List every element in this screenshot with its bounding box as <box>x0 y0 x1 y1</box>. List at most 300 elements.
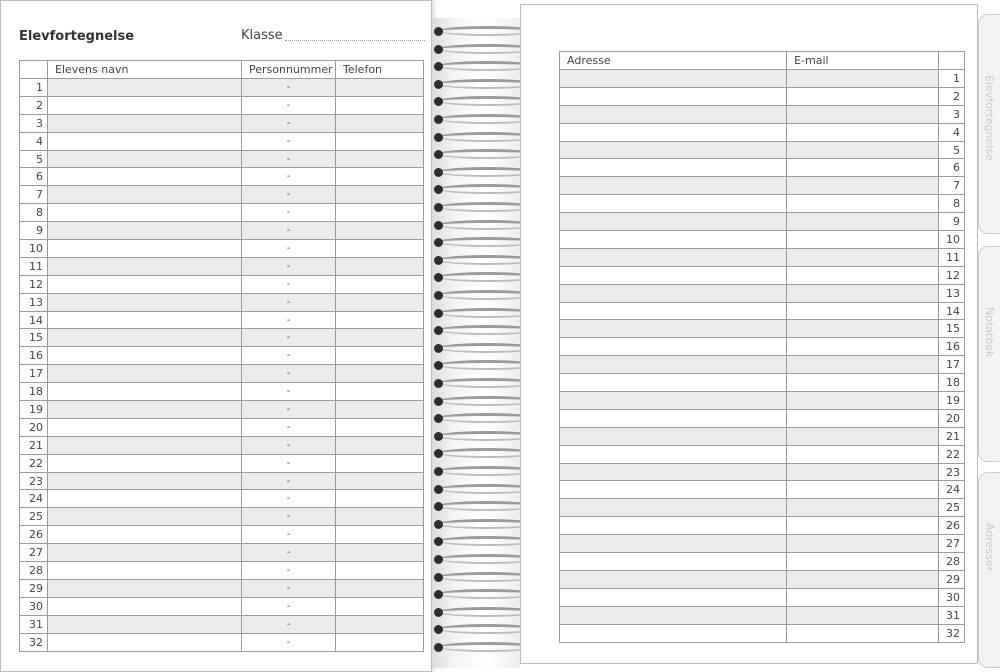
punch-hole <box>434 27 443 36</box>
right-sheet <box>520 4 978 664</box>
punch-hole <box>434 45 443 54</box>
tab-label: Adresser <box>983 523 996 572</box>
telefon-cell[interactable] <box>336 472 424 490</box>
row-number: 17 <box>20 365 48 383</box>
email-cell[interactable] <box>787 320 939 338</box>
telefon-cell[interactable] <box>336 329 424 347</box>
telefon-cell[interactable] <box>336 454 424 472</box>
email-cell[interactable] <box>787 392 939 410</box>
email-cell[interactable] <box>787 374 939 392</box>
telefon-cell[interactable] <box>336 168 424 186</box>
row-number: 1 <box>939 70 965 88</box>
table-row <box>560 87 965 105</box>
row-number: 32 <box>20 633 48 651</box>
telefon-cell[interactable] <box>336 401 424 419</box>
punch-hole <box>434 397 443 406</box>
adresse-cell[interactable] <box>560 392 787 410</box>
email-cell[interactable] <box>787 570 939 588</box>
telefon-cell[interactable] <box>336 526 424 544</box>
row-number: 13 <box>939 284 965 302</box>
table-row <box>20 544 424 562</box>
telefon-cell[interactable] <box>336 544 424 562</box>
email-cell[interactable] <box>787 213 939 231</box>
email-cell[interactable] <box>787 535 939 553</box>
number-header <box>20 61 48 79</box>
name-cell[interactable] <box>48 544 242 562</box>
email-cell[interactable] <box>787 427 939 445</box>
table-row <box>560 356 965 374</box>
personnummer-cell[interactable]: - <box>242 615 336 633</box>
punch-hole <box>434 625 443 634</box>
table-row <box>20 490 424 508</box>
row-number: 28 <box>20 562 48 580</box>
punch-hole <box>434 432 443 441</box>
row-number: 27 <box>20 544 48 562</box>
adresse-cell[interactable] <box>560 231 787 249</box>
name-cell[interactable] <box>48 168 242 186</box>
row-number: 1 <box>20 79 48 97</box>
row-number: 6 <box>20 168 48 186</box>
adresse-cell[interactable] <box>560 517 787 535</box>
punch-hole <box>434 150 443 159</box>
telefon-cell[interactable] <box>336 96 424 114</box>
name-cell[interactable] <box>48 454 242 472</box>
row-number: 11 <box>939 248 965 266</box>
punch-hole <box>434 115 443 124</box>
email-cell[interactable] <box>787 231 939 249</box>
name-cell[interactable] <box>48 526 242 544</box>
name-cell[interactable] <box>48 508 242 526</box>
row-number: 24 <box>939 481 965 499</box>
table-row <box>560 463 965 481</box>
email-cell[interactable] <box>787 195 939 213</box>
table-row <box>20 526 424 544</box>
email-cell[interactable] <box>787 356 939 374</box>
row-number: 3 <box>20 114 48 132</box>
table-row <box>560 535 965 553</box>
table-row <box>560 231 965 249</box>
table-row <box>20 508 424 526</box>
adresse-cell[interactable] <box>560 70 787 88</box>
name-cell[interactable] <box>48 615 242 633</box>
punch-hole <box>434 62 443 71</box>
personnummer-cell[interactable]: - <box>242 436 336 454</box>
personnummer-cell[interactable]: - <box>242 257 336 275</box>
table-row <box>560 445 965 463</box>
adresse-cell[interactable] <box>560 123 787 141</box>
table-row <box>20 562 424 580</box>
row-number: 26 <box>20 526 48 544</box>
row-number: 22 <box>20 454 48 472</box>
table-row <box>560 553 965 571</box>
table-row <box>20 150 424 168</box>
table-row <box>20 204 424 222</box>
telefon-cell[interactable] <box>336 240 424 258</box>
table-row <box>20 436 424 454</box>
adresse-cell[interactable] <box>560 105 787 123</box>
name-cell[interactable] <box>48 436 242 454</box>
personnummer-cell[interactable]: - <box>242 597 336 615</box>
telefon-header: Telefon <box>336 61 424 79</box>
adresse-cell[interactable] <box>560 338 787 356</box>
telefon-cell[interactable] <box>336 222 424 240</box>
personnummer-cell[interactable]: - <box>242 544 336 562</box>
email-cell[interactable] <box>787 266 939 284</box>
email-cell[interactable] <box>787 87 939 105</box>
row-number: 23 <box>20 472 48 490</box>
personnummer-cell[interactable]: - <box>242 490 336 508</box>
name-cell[interactable] <box>48 293 242 311</box>
table-row <box>20 240 424 258</box>
adresse-header: Adresse <box>560 52 787 70</box>
address-table <box>559 51 965 643</box>
name-cell[interactable] <box>48 311 242 329</box>
personnummer-cell[interactable]: - <box>242 562 336 580</box>
personnummer-cell[interactable]: - <box>242 401 336 419</box>
personnummer-cell[interactable]: - <box>242 204 336 222</box>
table-row <box>20 79 424 97</box>
row-number: 7 <box>939 177 965 195</box>
adresse-cell[interactable] <box>560 588 787 606</box>
name-cell[interactable] <box>48 329 242 347</box>
row-number: 2 <box>20 96 48 114</box>
punch-hole <box>434 608 443 617</box>
punch-hole <box>434 203 443 212</box>
adresse-cell[interactable] <box>560 356 787 374</box>
row-number: 23 <box>939 463 965 481</box>
email-cell[interactable] <box>787 70 939 88</box>
adresse-cell[interactable] <box>560 248 787 266</box>
personnummer-cell[interactable]: - <box>242 222 336 240</box>
row-number: 29 <box>939 570 965 588</box>
personnummer-header: Personnummer <box>242 61 336 79</box>
table-row <box>20 114 424 132</box>
table-row <box>560 159 965 177</box>
personnummer-cell[interactable]: - <box>242 293 336 311</box>
telefon-cell[interactable] <box>336 633 424 651</box>
row-number: 6 <box>939 159 965 177</box>
klasse-label: Klasse <box>241 28 283 43</box>
email-cell[interactable] <box>787 284 939 302</box>
right-page <box>520 0 1000 672</box>
personnummer-cell[interactable]: - <box>242 132 336 150</box>
name-cell[interactable] <box>48 347 242 365</box>
name-cell[interactable] <box>48 472 242 490</box>
name-cell[interactable] <box>48 132 242 150</box>
row-number: 2 <box>939 87 965 105</box>
telefon-cell[interactable] <box>336 114 424 132</box>
row-number: 19 <box>20 401 48 419</box>
email-cell[interactable] <box>787 105 939 123</box>
adresse-cell[interactable] <box>560 195 787 213</box>
name-cell[interactable] <box>48 579 242 597</box>
email-cell[interactable] <box>787 499 939 517</box>
adresse-cell[interactable] <box>560 535 787 553</box>
email-cell[interactable] <box>787 624 939 642</box>
telefon-cell[interactable] <box>336 490 424 508</box>
adresse-cell[interactable] <box>560 87 787 105</box>
table-row <box>560 374 965 392</box>
personnummer-cell[interactable]: - <box>242 240 336 258</box>
email-cell[interactable] <box>787 338 939 356</box>
name-cell[interactable] <box>48 383 242 401</box>
punch-hole <box>434 467 443 476</box>
adresse-cell[interactable] <box>560 570 787 588</box>
row-number: 30 <box>939 588 965 606</box>
email-cell[interactable] <box>787 606 939 624</box>
personnummer-cell[interactable]: - <box>242 79 336 97</box>
telefon-cell[interactable] <box>336 597 424 615</box>
name-cell[interactable] <box>48 257 242 275</box>
table-row <box>20 579 424 597</box>
personnummer-cell[interactable]: - <box>242 347 336 365</box>
table-row <box>20 275 424 293</box>
table-row <box>20 329 424 347</box>
klasse-field[interactable] <box>285 40 425 41</box>
email-cell[interactable] <box>787 517 939 535</box>
email-cell[interactable] <box>787 588 939 606</box>
telefon-cell[interactable] <box>336 383 424 401</box>
punch-hole <box>434 97 443 106</box>
personnummer-cell[interactable]: - <box>242 311 336 329</box>
punch-hole <box>434 273 443 282</box>
personnummer-cell[interactable]: - <box>242 383 336 401</box>
telefon-cell[interactable] <box>336 257 424 275</box>
table-row <box>20 257 424 275</box>
table-row <box>560 606 965 624</box>
punch-hole <box>434 291 443 300</box>
adresse-cell[interactable] <box>560 499 787 517</box>
adresse-cell[interactable] <box>560 159 787 177</box>
personnummer-cell[interactable]: - <box>242 633 336 651</box>
telefon-cell[interactable] <box>336 79 424 97</box>
table-row <box>560 427 965 445</box>
row-number: 13 <box>20 293 48 311</box>
name-header: Elevens navn <box>48 61 242 79</box>
personnummer-cell[interactable]: - <box>242 96 336 114</box>
email-cell[interactable] <box>787 141 939 159</box>
telefon-cell[interactable] <box>336 418 424 436</box>
punch-hole <box>434 449 443 458</box>
row-number: 22 <box>939 445 965 463</box>
email-cell[interactable] <box>787 177 939 195</box>
telefon-cell[interactable] <box>336 562 424 580</box>
telefon-cell[interactable] <box>336 311 424 329</box>
punch-hole <box>434 256 443 265</box>
punch-hole <box>434 133 443 142</box>
name-cell[interactable] <box>48 275 242 293</box>
row-number: 25 <box>939 499 965 517</box>
punch-hole <box>434 221 443 230</box>
table-row <box>20 222 424 240</box>
telefon-cell[interactable] <box>336 365 424 383</box>
row-number: 4 <box>20 132 48 150</box>
row-number: 14 <box>939 302 965 320</box>
personnummer-cell[interactable]: - <box>242 329 336 347</box>
name-cell[interactable] <box>48 418 242 436</box>
row-number: 26 <box>939 517 965 535</box>
email-cell[interactable] <box>787 463 939 481</box>
adresse-cell[interactable] <box>560 177 787 195</box>
personnummer-cell[interactable]: - <box>242 168 336 186</box>
punch-hole <box>434 643 443 652</box>
adresse-cell[interactable] <box>560 606 787 624</box>
table-row <box>560 624 965 642</box>
row-number: 12 <box>939 266 965 284</box>
row-number: 3 <box>939 105 965 123</box>
email-header: E-mail <box>787 52 939 70</box>
row-number: 20 <box>20 418 48 436</box>
email-cell[interactable] <box>787 123 939 141</box>
row-number: 32 <box>939 624 965 642</box>
email-cell[interactable] <box>787 409 939 427</box>
telefon-cell[interactable] <box>336 275 424 293</box>
table-row <box>560 481 965 499</box>
table-row <box>560 105 965 123</box>
row-number: 19 <box>939 392 965 410</box>
adresse-cell[interactable] <box>560 427 787 445</box>
adresse-cell[interactable] <box>560 213 787 231</box>
table-row <box>20 186 424 204</box>
tab-notatbok[interactable] <box>978 246 1000 462</box>
name-cell[interactable] <box>48 150 242 168</box>
adresse-cell[interactable] <box>560 624 787 642</box>
table-row <box>20 311 424 329</box>
name-cell[interactable] <box>48 222 242 240</box>
adresse-cell[interactable] <box>560 141 787 159</box>
row-number: 18 <box>20 383 48 401</box>
row-number: 9 <box>20 222 48 240</box>
student-table <box>19 60 424 652</box>
name-cell[interactable] <box>48 633 242 651</box>
table-row <box>560 123 965 141</box>
email-cell[interactable] <box>787 159 939 177</box>
tab-label: Elevfortegnelse <box>983 75 996 161</box>
row-number: 4 <box>939 123 965 141</box>
email-cell[interactable] <box>787 445 939 463</box>
personnummer-cell[interactable]: - <box>242 418 336 436</box>
email-cell[interactable] <box>787 248 939 266</box>
row-number: 16 <box>939 338 965 356</box>
personnummer-cell[interactable]: - <box>242 186 336 204</box>
name-cell[interactable] <box>48 401 242 419</box>
punch-hole <box>434 361 443 370</box>
telefon-cell[interactable] <box>336 508 424 526</box>
adresse-cell[interactable] <box>560 409 787 427</box>
punch-hole <box>434 485 443 494</box>
name-cell[interactable] <box>48 79 242 97</box>
row-number: 24 <box>20 490 48 508</box>
personnummer-cell[interactable]: - <box>242 114 336 132</box>
personnummer-cell[interactable]: - <box>242 472 336 490</box>
name-cell[interactable] <box>48 114 242 132</box>
telefon-cell[interactable] <box>336 615 424 633</box>
adresse-cell[interactable] <box>560 284 787 302</box>
name-cell[interactable] <box>48 490 242 508</box>
adresse-cell[interactable] <box>560 374 787 392</box>
name-cell[interactable] <box>48 186 242 204</box>
row-number: 18 <box>939 374 965 392</box>
punch-hole <box>434 168 443 177</box>
telefon-cell[interactable] <box>336 347 424 365</box>
row-number: 21 <box>20 436 48 454</box>
table-row <box>20 96 424 114</box>
table-row <box>560 570 965 588</box>
personnummer-cell[interactable]: - <box>242 579 336 597</box>
tab-label: Notatbok <box>983 307 996 358</box>
telefon-cell[interactable] <box>336 436 424 454</box>
punch-hole <box>434 573 443 582</box>
name-cell[interactable] <box>48 597 242 615</box>
telefon-cell[interactable] <box>336 293 424 311</box>
name-cell[interactable] <box>48 562 242 580</box>
adresse-cell[interactable] <box>560 302 787 320</box>
name-cell[interactable] <box>48 204 242 222</box>
name-cell[interactable] <box>48 240 242 258</box>
email-cell[interactable] <box>787 553 939 571</box>
table-row <box>20 132 424 150</box>
row-number: 29 <box>20 579 48 597</box>
table-row <box>560 499 965 517</box>
table-row <box>560 195 965 213</box>
email-cell[interactable] <box>787 302 939 320</box>
personnummer-cell[interactable]: - <box>242 150 336 168</box>
table-row <box>560 248 965 266</box>
personnummer-cell[interactable]: - <box>242 526 336 544</box>
row-number: 15 <box>939 320 965 338</box>
personnummer-cell[interactable]: - <box>242 454 336 472</box>
personnummer-cell[interactable]: - <box>242 508 336 526</box>
adresse-cell[interactable] <box>560 463 787 481</box>
telefon-cell[interactable] <box>336 150 424 168</box>
adresse-cell[interactable] <box>560 266 787 284</box>
row-number: 25 <box>20 508 48 526</box>
personnummer-cell[interactable]: - <box>242 275 336 293</box>
tab-elevfortegnelse[interactable] <box>978 14 1000 234</box>
personnummer-cell[interactable]: - <box>242 365 336 383</box>
adresse-cell[interactable] <box>560 553 787 571</box>
table-row <box>560 338 965 356</box>
punch-hole <box>434 344 443 353</box>
table-row <box>560 213 965 231</box>
table-row <box>20 597 424 615</box>
table-row <box>560 177 965 195</box>
table-row <box>560 302 965 320</box>
table-row <box>560 320 965 338</box>
adresse-cell[interactable] <box>560 481 787 499</box>
name-cell[interactable] <box>48 365 242 383</box>
row-number: 10 <box>939 231 965 249</box>
row-number: 17 <box>939 356 965 374</box>
telefon-cell[interactable] <box>336 186 424 204</box>
row-number: 10 <box>20 240 48 258</box>
row-number: 5 <box>939 141 965 159</box>
adresse-cell[interactable] <box>560 445 787 463</box>
email-cell[interactable] <box>787 481 939 499</box>
tab-adresser[interactable] <box>978 472 1000 668</box>
adresse-cell[interactable] <box>560 320 787 338</box>
punch-hole <box>434 555 443 564</box>
row-number: 16 <box>20 347 48 365</box>
punch-hole <box>434 537 443 546</box>
telefon-cell[interactable] <box>336 204 424 222</box>
telefon-cell[interactable] <box>336 132 424 150</box>
name-cell[interactable] <box>48 96 242 114</box>
table-row <box>560 392 965 410</box>
table-row <box>560 409 965 427</box>
row-number: 12 <box>20 275 48 293</box>
telefon-cell[interactable] <box>336 579 424 597</box>
